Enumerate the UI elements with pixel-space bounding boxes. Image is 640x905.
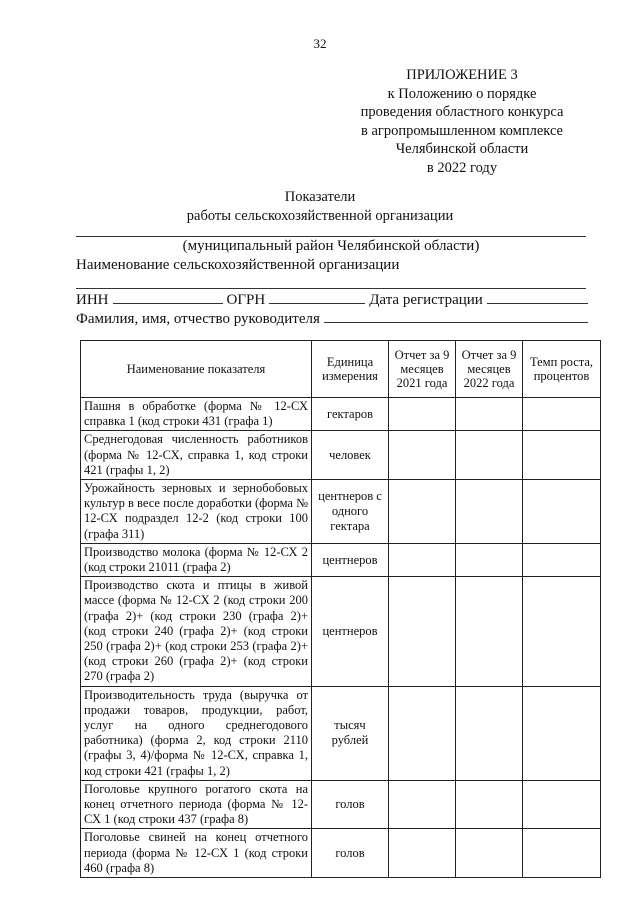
- indicators-table: [80, 340, 601, 878]
- cell-2022[interactable]: [456, 543, 523, 576]
- head-row: [76, 310, 588, 328]
- table-row: [81, 543, 601, 576]
- registration-date-fill-line[interactable]: [487, 291, 588, 304]
- header-name: Наименование показателя: [81, 341, 312, 398]
- cell-growth[interactable]: [523, 686, 601, 780]
- cell-2021[interactable]: [389, 480, 456, 544]
- cell-2021[interactable]: [389, 398, 456, 431]
- table-row: [81, 431, 601, 480]
- org-name-fill-line[interactable]: [76, 288, 586, 289]
- row-name: Поголовье свиней на конец отчетного периода (форма № 12-СХ 1 (код строки 460 (графа 8): [81, 829, 312, 878]
- ogrn-label: ОГРН: [226, 292, 266, 308]
- header-unit: Единица измерения: [312, 341, 389, 398]
- appendix-heading: ПРИЛОЖЕНИЕ 3: [406, 67, 518, 83]
- cell-growth[interactable]: [523, 829, 601, 878]
- title-line-2: работы сельскохозяйственной организации: [186, 208, 454, 224]
- row-unit: голов: [312, 829, 389, 878]
- title-line-1: Показатели: [284, 189, 356, 205]
- row-unit: центнеров: [312, 577, 389, 686]
- cell-2021[interactable]: [389, 543, 456, 576]
- row-name: Производительность труда (выручка от продажи товаров, продукции, работ, услуг на одного среднегодового работника) (форма 2, код строки 2110 (графы 3, 4)/форма № 12-СХ, справка 1, код строки 421 (графы 1, 2): [81, 686, 312, 780]
- table-row: [81, 577, 601, 686]
- table-row: [81, 686, 601, 780]
- cell-2021[interactable]: [389, 431, 456, 480]
- table-row: [81, 480, 601, 544]
- cell-2022[interactable]: [456, 686, 523, 780]
- org-name-label: Наименование сельскохозяйственной организации: [76, 257, 400, 273]
- municipality-fill-line[interactable]: [76, 236, 586, 237]
- inn-fill-line[interactable]: [113, 291, 223, 304]
- appendix-block: [342, 66, 582, 178]
- cell-2021[interactable]: [389, 829, 456, 878]
- appendix-line: к Положению о порядке: [387, 85, 537, 102]
- cell-2021[interactable]: [389, 577, 456, 686]
- document-title: [0, 188, 640, 226]
- row-unit: тысяч рублей: [312, 686, 389, 780]
- cell-2022[interactable]: [456, 480, 523, 544]
- row-name: Пашня в обработке (форма № 12-СХ справка 1 (код строки 431 (графа 1): [81, 398, 312, 431]
- row-unit: человек: [312, 431, 389, 480]
- header-2022: Отчет за 9 месяцев 2022 года: [456, 341, 523, 398]
- ogrn-fill-line[interactable]: [269, 291, 365, 304]
- cell-growth[interactable]: [523, 398, 601, 431]
- row-unit: голов: [312, 780, 389, 829]
- row-name: Урожайность зерновых и зернобобовых культур в весе после доработки (форма № 12-СХ подраздел 12-2 (код строки 100 (графа 311): [81, 480, 312, 544]
- head-label: Фамилия, имя, отчество руководителя: [76, 311, 320, 327]
- cell-growth[interactable]: [523, 480, 601, 544]
- row-unit: центнеров с одного гектара: [312, 480, 389, 544]
- cell-2022[interactable]: [456, 829, 523, 878]
- row-name: Поголовье крупного рогатого скота на конец отчетного периода (форма № 12-СХ 1 (код строки 437 (графа 8): [81, 780, 312, 829]
- cell-growth[interactable]: [523, 543, 601, 576]
- table-row: [81, 398, 601, 431]
- cell-growth[interactable]: [523, 780, 601, 829]
- appendix-line: Челябинской области: [395, 141, 529, 158]
- row-unit: центнеров: [312, 543, 389, 576]
- municipality-caption: (муниципальный район Челябинской области): [182, 238, 480, 254]
- cell-growth[interactable]: [523, 431, 601, 480]
- appendix-line: в агропромышленном комплексе: [360, 122, 563, 139]
- table-row: [81, 829, 601, 878]
- cell-growth[interactable]: [523, 577, 601, 686]
- header-growth: Темп роста, процентов: [523, 341, 601, 398]
- appendix-line: в 2022 году: [426, 159, 498, 176]
- row-name: Производство молока (форма № 12-СХ 2 (код строки 21011 (графа 2): [81, 543, 312, 576]
- cell-2022[interactable]: [456, 780, 523, 829]
- registration-date-label: Дата регистрации: [369, 292, 483, 308]
- cell-2022[interactable]: [456, 577, 523, 686]
- table-header-row: [81, 341, 601, 398]
- cell-2022[interactable]: [456, 431, 523, 480]
- cell-2021[interactable]: [389, 686, 456, 780]
- head-fill-line[interactable]: [324, 310, 588, 323]
- registration-row: [76, 291, 588, 309]
- appendix-line: проведения областного конкурса: [360, 104, 564, 121]
- inn-label: ИНН: [76, 292, 109, 308]
- page-number: 32: [313, 36, 327, 51]
- cell-2022[interactable]: [456, 398, 523, 431]
- row-name: Среднегодовая численность работников (форма № 12-СХ, справка 1, код строки 421 (графы 1, 2): [81, 431, 312, 480]
- table-row: [81, 780, 601, 829]
- header-2021: Отчет за 9 месяцев 2021 года: [389, 341, 456, 398]
- cell-2021[interactable]: [389, 780, 456, 829]
- row-unit: гектаров: [312, 398, 389, 431]
- row-name: Производство скота и птицы в живой массе (форма № 12-СХ 2 (код строки 200 (графа 2)+ (код строки 230 (графа 2)+ (код строки 240 (графа 2)+ (код строки 250 (графа 2)+ (код строки 253 (графа 2)+ (код строки 260 (графа 2)+ (код строки 270 (графа 2): [81, 577, 312, 686]
